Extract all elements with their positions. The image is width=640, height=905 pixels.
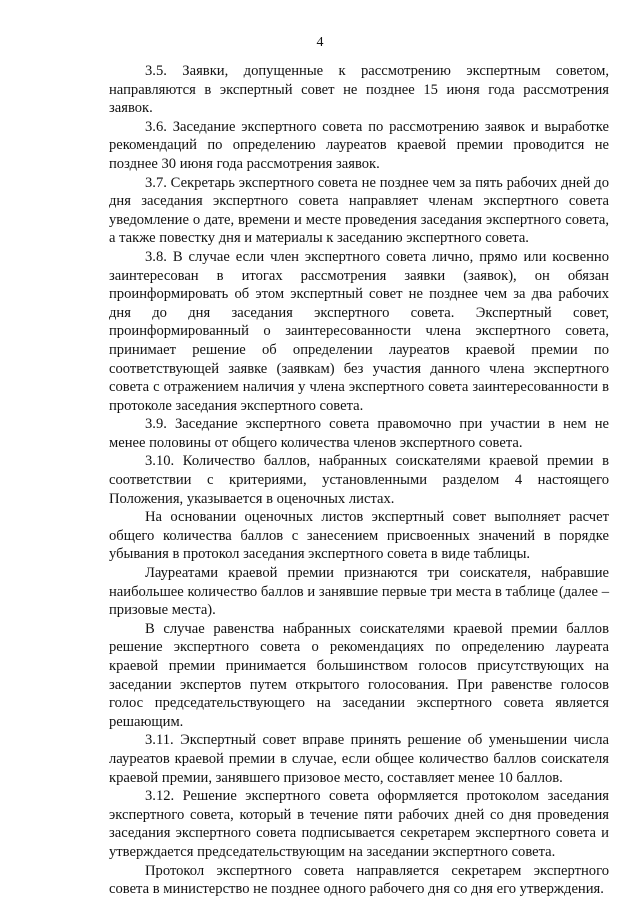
paragraph-laureates: Лауреатами краевой премии признаются три соискателя, набравшие наибольшее количество баллов и занявшие первые три места в таблице (далее – призовые места). — [109, 565, 609, 619]
paragraph-3-5: 3.5. Заявки, допущенные к рассмотрению экспертным советом, направляются в экспертный совет не позднее 15 июня года рассмотрения заявок. — [109, 63, 609, 117]
paragraph-3-11: 3.11. Экспертный совет вправе принять решение об уменьшении числа лауреатов краевой премии в случае, если общее количество баллов соискателя краевой премии, занявшего призовое место, составляет менее 10 баллов. — [109, 732, 609, 786]
page-number: 4 — [316, 35, 324, 50]
paragraph-3-8: 3.8. В случае если член экспертного совета лично, прямо или косвенно заинтересован в итогах рассмотрения заявки (заявок), он обязан проинформировать об этом экспертный совет не позднее чем за два рабочих дня до дня заседания экспертного совета. Экспертный совет, проинформированный о заинтересованности члена экспертного совета, принимает решение об определении лауреатов краевой премии по соответствующей заявке (заявкам) без участия данного члена экспертного совета с отражением наличия у члена экспертного совета заинтересованности в протоколе заседания экспертного совета. — [109, 248, 609, 414]
paragraph-protocol: Протокол экспертного совета направляется секретарем экспертного совета в министерство не позднее одного рабочего дня со дня его утверждения. — [109, 862, 609, 898]
paragraph-3-6: 3.6. Заседание экспертного совета по рассмотрению заявок и выработке рекомендаций по определению лауреатов краевой премии проводится не позднее 30 июня года рассмотрения заявок. — [109, 118, 609, 172]
paragraph-3-12: 3.12. Решение экспертного совета оформляется протоколом заседания экспертного совета, который в течение пяти рабочих дней со дня проведения заседания экспертного совета подписывается секретарем экспертного совета и утверждается председательствующим на заседании экспертного совета. — [109, 788, 609, 860]
paragraph-scoring-table: На основании оценочных листов экспертный совет выполняет расчет общего количества баллов с занесением присвоенных значений в порядке убывания в протокол заседания экспертного совета в виде таблицы. — [109, 509, 609, 563]
paragraph-3-7: 3.7. Секретарь экспертного совета не позднее чем за пять рабочих дней до дня заседания экспертного совета направляет членам экспертного совета уведомление о дате, времени и месте проведения заседания экспертного совета, а также повестку дня и материалы к заседанию экспертного совета. — [109, 174, 609, 247]
paragraph-3-10: 3.10. Количество баллов, набранных соискателями краевой премии в соответствии с критериями, установленными разделом 4 настоящего Положения, указывается в оценочных листах. — [109, 453, 609, 507]
document-body — [109, 62, 609, 899]
paragraph-3-9: 3.9. Заседание экспертного совета правомочно при участии в нем не менее половины от общего количества членов экспертного совета. — [109, 416, 609, 451]
paragraph-equal-scores: В случае равенства набранных соискателями краевой премии баллов решение экспертного совета о рекомендациях по определению лауреата краевой премии принимается большинством голосов присутствующих на заседании экспертов путем открытого голосования. При равенстве голосов голос председательствующего на заседании экспертного совета является решающим. — [109, 620, 609, 730]
